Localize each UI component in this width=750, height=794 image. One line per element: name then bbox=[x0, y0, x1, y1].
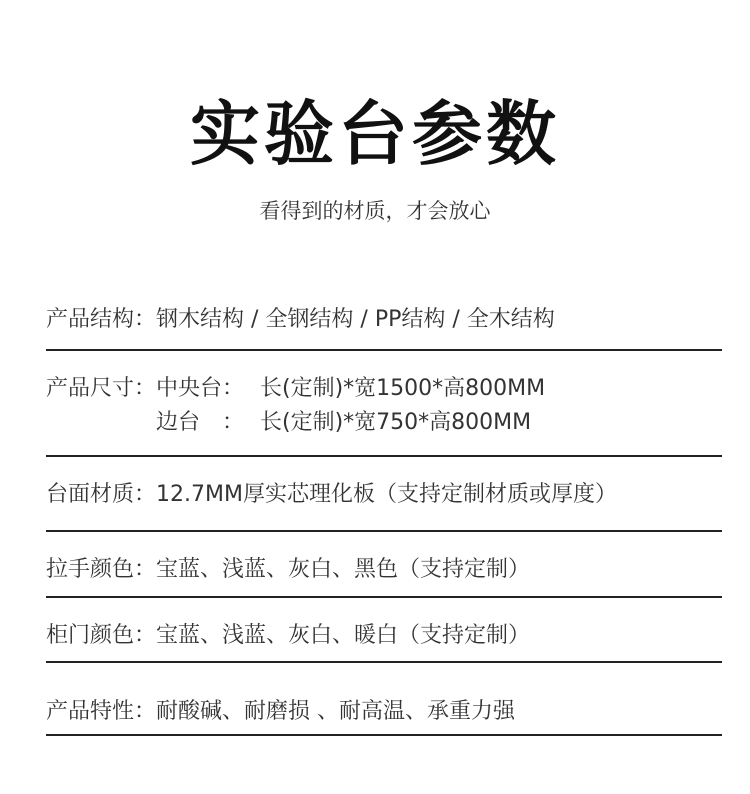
spec-value: 宝蓝、浅蓝、灰白、黑色（支持定制） bbox=[156, 557, 531, 582]
divider bbox=[46, 349, 722, 351]
size-sublabel: 中央台： bbox=[156, 376, 245, 401]
spec-row-top-material bbox=[46, 478, 722, 512]
spec-label: 台面材质： bbox=[46, 482, 157, 507]
spec-row-features bbox=[46, 695, 722, 729]
divider bbox=[46, 455, 722, 457]
spec-row-handle-color bbox=[46, 553, 722, 587]
spec-label: 产品特性： bbox=[46, 699, 157, 724]
divider bbox=[46, 734, 722, 736]
size-value: 长(定制)*宽1500*高800MM bbox=[260, 376, 546, 401]
spec-label: 柜门颜色： bbox=[46, 623, 157, 648]
spec-label: 产品结构： bbox=[46, 307, 157, 332]
page-title: 实验台参数 bbox=[190, 93, 560, 175]
size-value: 长(定制)*宽750*高800MM bbox=[260, 410, 532, 435]
spec-value: 12.7MM厚实芯理化板（支持定制材质或厚度） bbox=[156, 482, 617, 507]
spec-value: 钢木结构 / 全钢结构 / PP结构 / 全木结构 bbox=[156, 307, 555, 332]
spec-label: 拉手颜色： bbox=[46, 557, 157, 582]
spec-value: 宝蓝、浅蓝、灰白、暖白（支持定制） bbox=[156, 623, 531, 648]
spec-row-door-color bbox=[46, 619, 722, 653]
divider bbox=[46, 530, 722, 532]
spec-row-size bbox=[46, 372, 722, 440]
spec-value: 耐酸碱、耐磨损 、耐高温、承重力强 bbox=[156, 699, 516, 724]
size-line-central bbox=[156, 372, 545, 406]
spec-row-structure bbox=[46, 303, 722, 337]
spec-label: 产品尺寸： bbox=[46, 376, 157, 401]
divider bbox=[46, 661, 722, 663]
page-subtitle: 看得到的材质，才会放心 bbox=[259, 199, 491, 223]
size-line-side bbox=[156, 406, 545, 440]
size-sublabel: 边台 ： bbox=[156, 410, 245, 435]
divider bbox=[46, 596, 722, 598]
